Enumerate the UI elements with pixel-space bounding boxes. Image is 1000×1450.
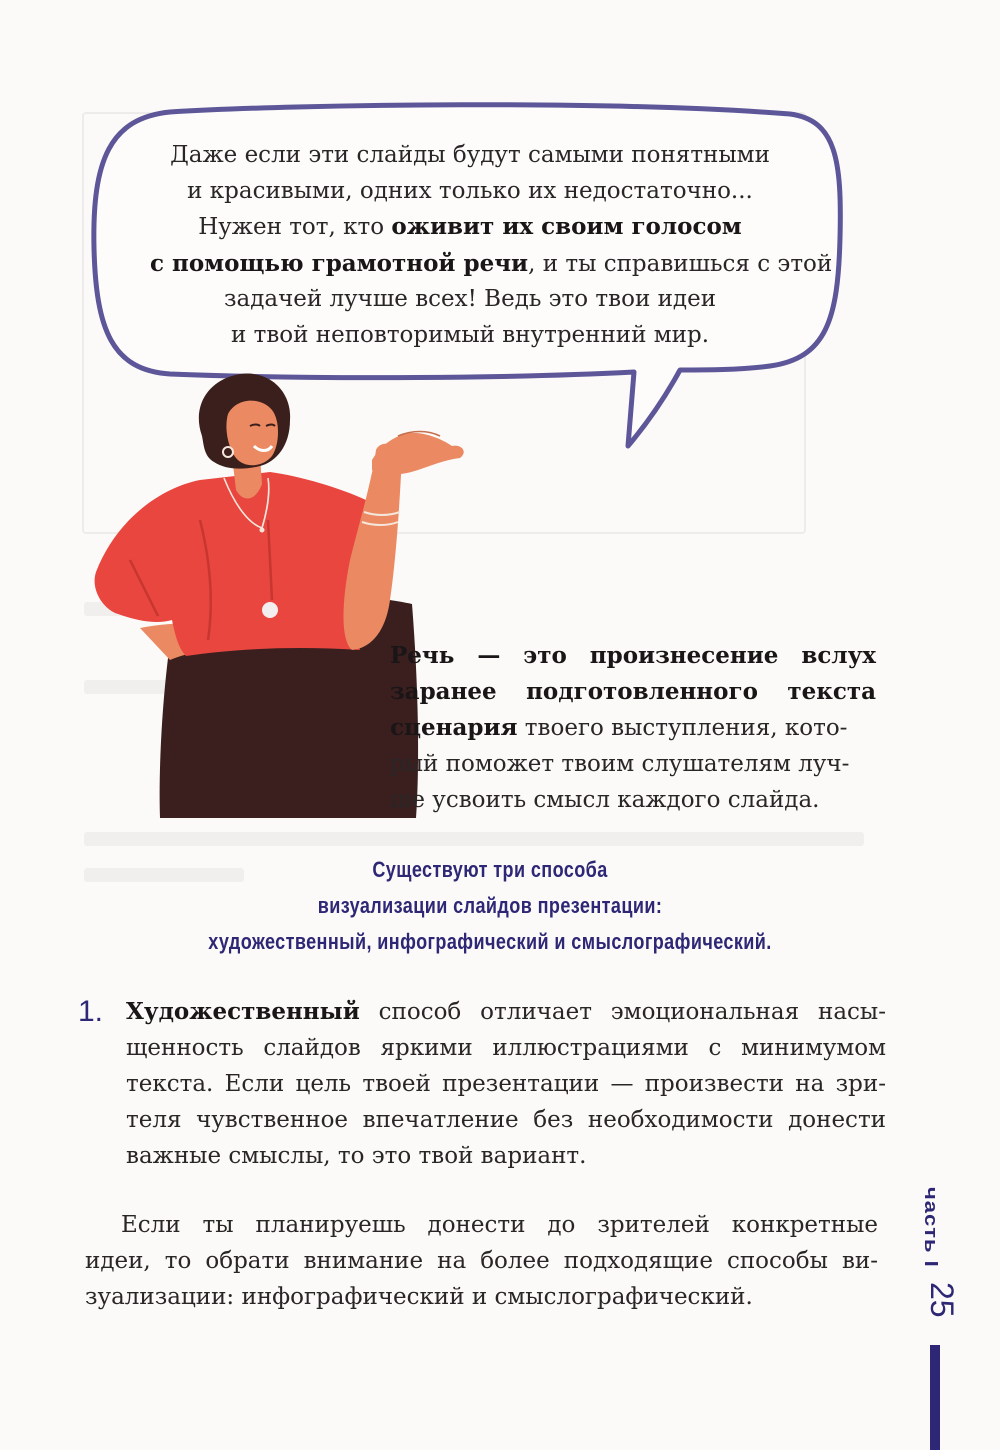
item-number: 1.: [78, 995, 104, 1028]
bubble-line: [150, 246, 833, 283]
hand: [372, 433, 464, 475]
definition-line: ше усвоить смысл каждого слайда.: [390, 787, 820, 813]
paragraph-line: Если ты планируешь донести до зрителей конкретные: [121, 1212, 878, 1238]
definition-line: [390, 674, 876, 710]
definition-line: [390, 638, 876, 674]
bubble-text: [150, 138, 833, 353]
definition-bold: Речь — это произнесение вслух: [390, 642, 876, 669]
item-body: [126, 994, 886, 1174]
closing-paragraph: [85, 1207, 878, 1315]
bubble-line: [150, 209, 790, 246]
item-line: щенность слайдов яркими иллюстрациями с минимумом: [126, 1035, 886, 1061]
heading-line: визуализации слайдов презентации:: [317, 893, 663, 918]
bubble-line: и красивыми, одних только их недостаточно...: [187, 177, 753, 204]
item-line: важные смыслы, то это твой вариант.: [126, 1143, 587, 1169]
side-bar: [930, 1345, 940, 1450]
bubble-text-bold: оживит их своим голосом: [391, 213, 742, 240]
definition-line: [390, 710, 876, 746]
speech-definition: [390, 638, 876, 818]
heading-line: художественный, инфографический и смыслографический.: [208, 929, 772, 954]
definition-bold: заранее подготовленного текста: [390, 678, 876, 705]
item-line: теля чувственное впечатление без необходимости донести: [126, 1107, 886, 1133]
bubble-text-plain: , и ты справишься с этой: [528, 250, 833, 277]
part-label: часть I: [920, 1187, 942, 1268]
definition-bold: сценария: [390, 714, 518, 741]
item-bold: Художественный: [126, 998, 360, 1025]
definition-plain: твоего выступления, кото-: [517, 715, 848, 741]
page-number: 25: [924, 1282, 960, 1318]
bubble-line: задачей лучше всех! Ведь это твои идеи: [223, 286, 717, 312]
bubble-text-bold: с помощью грамотной речи: [150, 249, 529, 277]
item-line: [126, 994, 886, 1030]
bubble-line: и твой неповторимый внутренний мир.: [230, 321, 710, 348]
heading-line: Существуют три способа: [372, 857, 608, 882]
bubble-line: Даже если эти слайды будут самыми понятными: [170, 142, 770, 168]
item-plain: способ отличает эмоциональная насы-: [359, 999, 886, 1025]
section-heading: [178, 852, 801, 960]
paragraph-line: зуализации: инфографический и смыслографический.: [85, 1284, 753, 1310]
definition-line: рый поможет твоим слушателям луч-: [390, 751, 850, 777]
blouse: [95, 472, 371, 656]
paragraph-line: идеи, то обрати внимание на более подходящие способы ви-: [85, 1248, 878, 1274]
item-line: текста. Если цель твоей презентации — произвести на зри-: [126, 1071, 886, 1097]
bubble-text-plain: Нужен тот, кто: [198, 214, 392, 240]
